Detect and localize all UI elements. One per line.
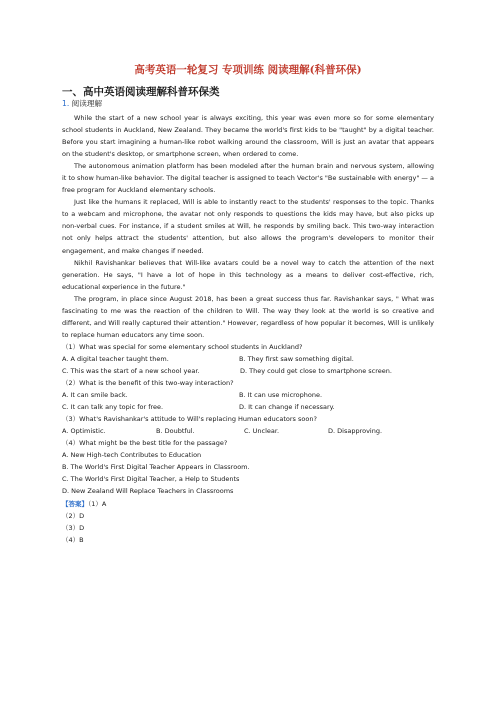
question-3-stem: （3）What's Ravishankar's attitude to Will's replacing Human educators soon? <box>62 415 317 424</box>
passage-paragraph-5: The program, in place since August 2018, has been a great success thus far. Ravishankar says, " What was fascinating to me was the reaction of the children to Will. The way they look at the world is so creative and different, and Will really captured their attention." However, regardless of how popular it becomes, Will is unlikely to replace human educators any time soon. <box>62 294 434 339</box>
question-header <box>62 98 102 109</box>
question-2-stem: （2）What is the benefit of this two-way interaction? <box>62 379 234 388</box>
answer-3: （3）D <box>62 523 85 532</box>
question-3-option-d: D. Disapproving. <box>328 427 383 436</box>
passage-paragraph-1: While the start of a new school year is always exciting, this year was even more so for some elementary school students in Auckland, New Zealand. They became the world's first kids to be "taught" by a digital teacher. Before you start imagining a human-like robot walking around the classroom, Will is just an avatar that appears on the student's desktop, or smartphone screen, when ordered to come. <box>62 114 434 159</box>
question-1-stem: （1）What was special for some elementary school students in Auckland? <box>62 342 303 351</box>
question-3-option-b: B. Doubtful. <box>156 427 195 436</box>
question-1-option-d: D. They could get close to smartphone screen. <box>240 366 392 375</box>
question-1-option-a: A. A digital teacher taught them. <box>62 354 169 363</box>
question-3-option-a: A. Optimistic. <box>62 427 106 436</box>
question-1-options-row-1 <box>62 353 434 365</box>
question-2-option-a: A. It can smile back. <box>62 391 128 400</box>
answer-line-1 <box>62 498 434 510</box>
question-2-option-b: B. It can use microphone. <box>239 391 323 400</box>
question-4-option-c: C. The World's First Digital Teacher, a Help to Students <box>62 475 240 484</box>
question-4-option-a: A. New High-tech Contributes to Education <box>62 451 202 460</box>
question-2-option-d: D. It can change if necessary. <box>239 403 335 412</box>
question-2-options-row-1 <box>62 389 434 401</box>
question-4-option-b: B. The World's First Digital Teacher Appears in Classroom. <box>62 463 250 472</box>
question-4-stem: （4）What might be the best title for the passage? <box>62 439 228 448</box>
question-number: 1. <box>62 99 70 108</box>
section-heading: 一、高中英语阅读理解科普环保类 <box>62 86 220 98</box>
question-2-option-c: C. It can talk any topic for free. <box>62 403 164 412</box>
answer-4: （4）B <box>62 535 84 544</box>
answer-label: 【答案】 <box>62 499 88 508</box>
document-title: 高考英语一轮复习 专项训练 阅读理解(科普环保) <box>134 64 362 76</box>
question-3-option-c: C. Unclear. <box>244 427 280 436</box>
question-3-options-row <box>62 425 434 437</box>
question-1-options-row-2 <box>62 365 434 377</box>
passage-and-questions <box>62 112 434 546</box>
passage-paragraph-2: The autonomous animation platform has been modeled after the human brain and nervous system, allowing it to show human-like behavior. The digital teacher is assigned to teach Vector's "Be sustainable with energy" — a free program for Auckland elementary schools. <box>62 162 434 195</box>
question-1-option-c: C. This was the start of a new school year. <box>62 366 200 375</box>
passage-paragraph-4: Nikhil Ravishankar believes that Will-like avatars could be a novel way to catch the attention of the next generation. He says, "I have a lot of hope in this technology as a means to deliver cost-effective, rich, educational experience in the future." <box>62 258 434 291</box>
question-1-option-b: B. They first saw something digital. <box>239 354 354 363</box>
passage-paragraph-3: Just like the humans it replaced, Will is able to instantly react to the students' responses to the topic. Thanks to a webcam and microphone, the avatar not only responds to questions the kids may have, but also picks up non-verbal cues. For instance, if a student smiles at Will, he responds by smiling back. This two-way interaction not only helps attract the students' attention, but also allows the program's developers to monitor their engagement, and make changes if needed. <box>62 198 434 255</box>
question-2-options-row-2 <box>62 401 434 413</box>
answer-2: （2）D <box>62 511 85 520</box>
question-instruction: 阅读理解 <box>71 99 103 108</box>
question-4-option-d: D. New Zealand Will Replace Teachers in Classrooms <box>62 487 234 496</box>
answer-1: （1）A <box>88 499 107 508</box>
